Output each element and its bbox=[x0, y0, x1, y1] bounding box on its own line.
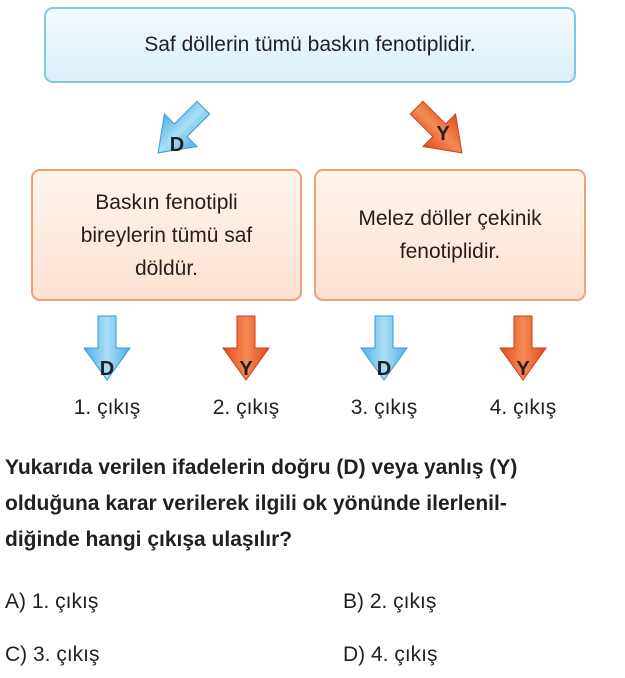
exit-label-1: 1. çıkış bbox=[73, 396, 141, 419]
top-statement-text: Saf döllerin tümü baskın fenotiplidir. bbox=[144, 33, 476, 56]
option-c[interactable]: C) 3. çıkış bbox=[5, 643, 100, 666]
arrow-letter: D bbox=[169, 134, 185, 156]
exit-label-3: 3. çıkış bbox=[350, 396, 418, 419]
arrow-letter: D bbox=[376, 358, 392, 380]
arrow-letter: Y bbox=[436, 123, 450, 145]
right-statement-box bbox=[314, 169, 586, 301]
option-a[interactable]: A) 1. çıkış bbox=[5, 590, 99, 613]
left-statement-box bbox=[31, 169, 302, 301]
left-statement-line: bireylerin tümü saf bbox=[80, 223, 253, 247]
arrow-true-exit-1 bbox=[77, 314, 137, 384]
arrow-false-top-right bbox=[410, 96, 470, 166]
question-text bbox=[5, 450, 617, 558]
arrow-false-exit-4 bbox=[493, 314, 553, 384]
top-statement-box bbox=[44, 7, 576, 83]
arrow-letter: Y bbox=[239, 358, 253, 380]
question-line: Yukarıda verilen ifadelerin doğru (D) veya yanlış (Y) bbox=[5, 456, 518, 479]
left-statement-line: döldür. bbox=[134, 256, 199, 280]
arrow-letter: Y bbox=[516, 358, 530, 380]
exit-label-2: 2. çıkış bbox=[212, 396, 280, 419]
arrow-true-exit-3 bbox=[354, 314, 414, 384]
right-statement-line: Melez döller çekinik bbox=[358, 207, 542, 230]
option-d[interactable]: D) 4. çıkış bbox=[343, 643, 438, 666]
right-statement-line: fenotiplidir. bbox=[399, 240, 501, 263]
arrow-letter: D bbox=[99, 358, 115, 380]
question-line: olduğuna karar verilerek ilgili ok yönünde ilerlenil- bbox=[5, 492, 507, 515]
option-b[interactable]: B) 2. çıkış bbox=[343, 590, 437, 613]
exit-label-4: 4. çıkış bbox=[489, 396, 557, 419]
left-statement-line: Baskın fenotipli bbox=[95, 190, 238, 214]
arrow-true-top-left bbox=[150, 96, 210, 166]
arrow-false-exit-2 bbox=[216, 314, 276, 384]
question-line: diğinde hangi çıkışa ulaşılır? bbox=[5, 528, 293, 551]
